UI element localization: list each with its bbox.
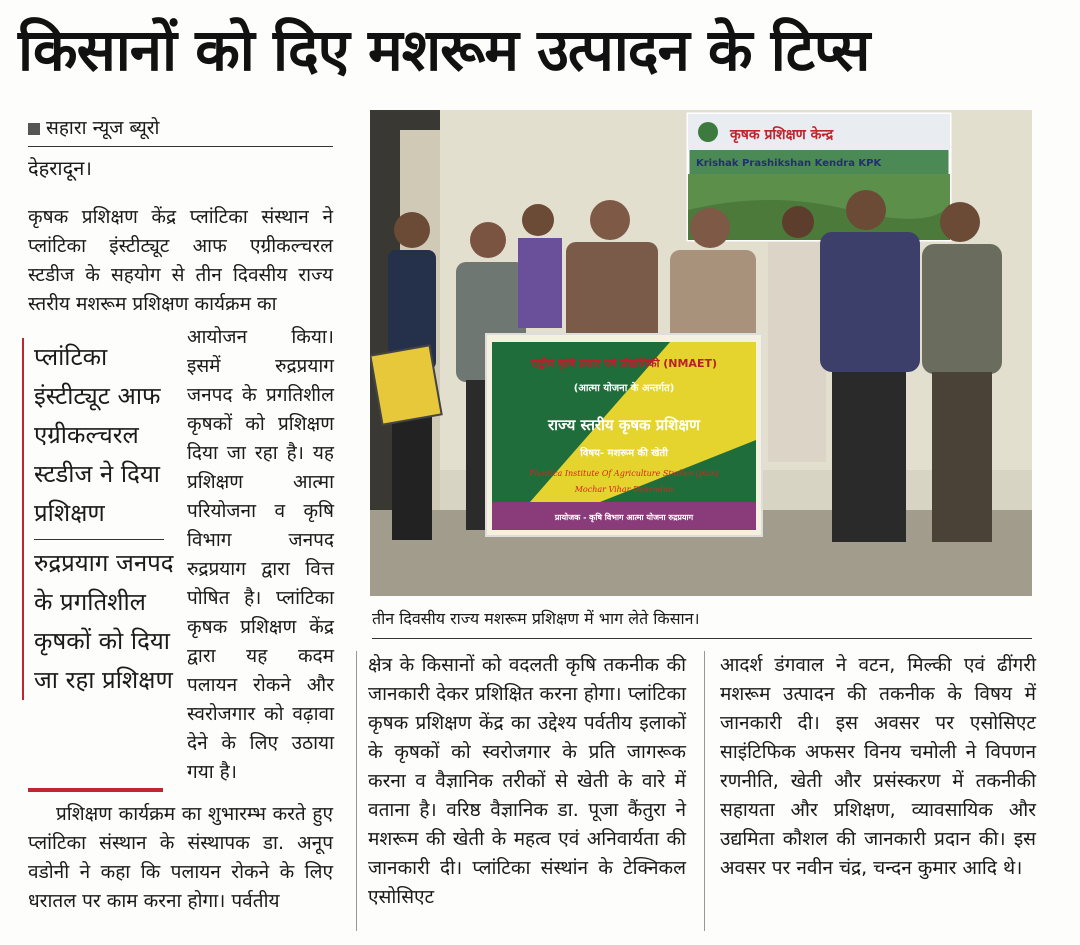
article-column-3: आदर्श डंगवाल ने वटन, मिल्की एवं ढींगरी मशरूम उत्पादन की तकनीक के विषय में जानकारी दी। इस अवसर पर एसोसिएट साइंटिफिक अफसर विनय चमोली ने विपणन रणनीति, खेती और प्रसंस्करण में तकनीकी सहायता और प्रशिक्षण, व्यावसायिक और उद्यमिता कौशल की जानकारी प्रदान की। इस अवसर पर नवीन चंद्र, चन्दन कुमार आदि थे। [720, 654, 1036, 879]
headline: किसानों को दिए मशरूम उत्पादन के टिप्स [18, 16, 870, 84]
byline-square-icon [28, 123, 40, 135]
column-rule-2 [704, 651, 705, 931]
byline-text: सहारा न्यूज ब्यूरो [46, 117, 160, 139]
banner-line-4: विषय- मशरूम की खेती [580, 448, 668, 459]
article-column-2: क्षेत्र के किसानों को वदलती कृषि तकनीक की जानकारी देकर प्रशिक्षित करना होगा। प्लांटिका कृषक प्रशिक्षण केंद्र का उद्देश्य पर्वतीय इलाकों के कृषकों को स्वरोजगार के प्रति जागरूक करना व वैज्ञानिक तरीकों से खेती के वारे में वताना है। वरिष्ठ वैज्ञानिक डा. पूजा कैंतुरा ने मशरूम की खेती के महत्व एवं अनिवार्यता की जानकारी दी। प्लांटिका संस्थांन के टेक्निकल एसोसिएट [368, 654, 686, 908]
banner-line-6: Mochar Vihar Dehradun [574, 485, 674, 494]
article-column-1-bottom: प्रशिक्षण कार्यक्रम का शुभारम्भ करते हुए प्लांटिका संस्थान के संस्थापक डा. अनूप वडोनी ने कहा कि पलायन रोकने के लिए धरातल पर काम करना होगा। पर्वतीय [28, 803, 333, 912]
pull-quote-part-1: प्लांटिका इंस्टीट्यूट आफ एग्रीकल्चरल स्टडीज ने दिया प्रशिक्षण [34, 343, 161, 527]
training-banner [486, 334, 762, 536]
person-6 [768, 206, 826, 462]
banner-line-2: (आत्मा योजना के अन्तर्गत) [573, 383, 675, 394]
pull-quote [22, 338, 176, 700]
banner-line-1: राष्ट्रीय कृषि प्रसार एवं प्रौद्योगिकी (NMAET) [530, 357, 718, 370]
dateline: देहरादून। [28, 156, 92, 180]
news-photo [370, 110, 1032, 596]
person-7 [820, 190, 920, 542]
banner-line-3: राज्य स्तरीय कृषक प्रशिक्षण [547, 416, 701, 434]
wall-sign-title: कृषक प्रशिक्षण केन्द्र [730, 127, 834, 143]
pull-quote-part-2: रुद्रप्रयाग जनपद के प्रगतिशील कृषकों को दिया जा रहा प्रशिक्षण [34, 549, 174, 694]
pull-quote-divider [34, 539, 164, 540]
banner-line-7: प्रायोजक - कृषि विभाग आत्मा योजना रुद्रप्रयाग [554, 513, 694, 522]
photo-caption: तीन दिवसीय राज्य मशरूम प्रशिक्षण में भाग लेते किसान। [372, 606, 1032, 639]
article-column-1-mid: आयोजन किया। इसमें रुद्रप्रयाग जनपद के प्रगतिशील कृषकों को प्रशिक्षण दिया जा रहा है। यह प्रशिक्षण आत्मा परियोजना व कृषि विभाग जनपद रुद्रप्रयाग द्वारा वित्त पोषित है। प्लांटिका कृषक प्रशिक्षण केंद्र द्वारा यह कदम पलायन रोकने और स्वरोजगार को वढ़ावा देने के लिए उठाया गया है। [187, 326, 334, 783]
person-8 [922, 202, 1002, 542]
article-column-1-top: कृषक प्रशिक्षण केंद्र प्लांटिका संस्थान ने प्लांटिका इंस्टीट्यूट आफ एग्रीकल्चरल स्टडीज के सहयोग से तीन दिवसीय राज्य स्तरीय मशरूम प्रशिक्षण कार्यक्रम का [28, 206, 333, 315]
banner-line-5: Plantica Institute Of Agriculture Studies (pias) [529, 469, 719, 478]
pull-quote-accent-bar [28, 788, 163, 792]
column-rule-1 [356, 651, 357, 931]
byline [28, 114, 333, 147]
wall-sign-subtitle: Krishak Prashikshan Kendra KPK [696, 158, 882, 169]
